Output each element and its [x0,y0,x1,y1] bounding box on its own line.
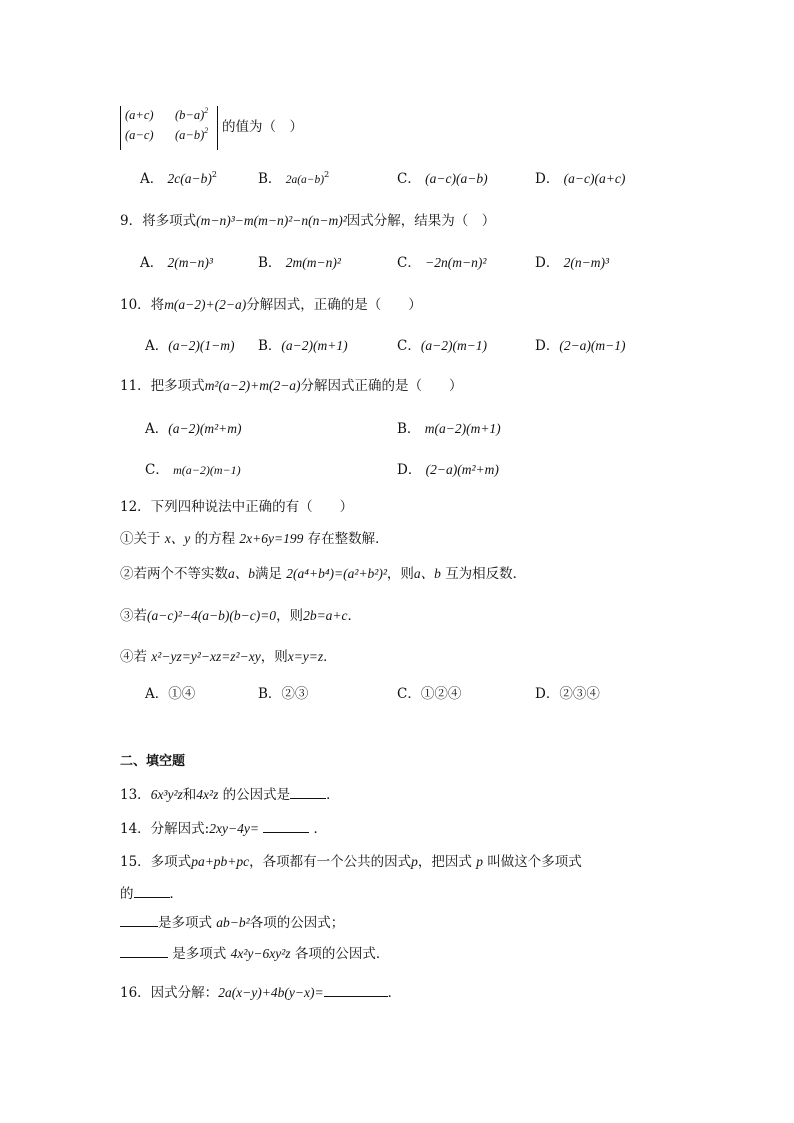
q10-stem: 10．将m(a−2)+(2−a)分解因式，正确的是（ ） [120,297,422,313]
q10-option-d[interactable]: D．(2−a)(m−1) [535,338,626,354]
q9-expression: (m−n)³−m(m−n)²−n(n−m)² [196,213,347,228]
q10-expression: m(a−2)+(2−a) [164,297,247,312]
q16-answer-blank[interactable] [324,984,388,997]
q15-line-3: 是多项式 ab−b²各项的公因式； [120,913,344,933]
q15-answer-blank-3[interactable] [120,945,168,958]
q8-option-a[interactable]: A． $2c(a-b)^2$ [140,170,217,187]
q13: 13．6x³y²z和4x²z 的公因式是 ． [120,787,340,803]
q12-statement-4: ④若 x²−yz=y²−xz=z²−xy，则x=y=z． [120,649,337,665]
section-title: 二、填空题 [120,754,186,769]
q15-line-2: 的 ． [120,886,183,902]
determinant [120,106,218,150]
q12-option-d[interactable]: D．②③④ [535,686,600,702]
det-r1c1: (a+c) [125,108,154,122]
q8-option-c[interactable]: C． (a−c)(a−b) [397,171,488,187]
q10-option-c[interactable]: C．(a−2)(m−1) [397,338,488,354]
q10-option-b[interactable]: B．(a−2)(m+1) [258,338,348,354]
q12-statement-3: ③若(a−c)²−4(a−b)(b−c)=0，则2b=a+c． [120,608,362,624]
q11-expression: m²(a−2)+m(2−a) [204,378,301,393]
q12-stem: 12．下列四种说法中正确的有（ ） [120,499,354,515]
q15-answer-blank-1[interactable] [134,885,170,898]
q11-option-d[interactable]: D． (2−a)(m²+m) [397,462,499,478]
q15-line-4: 是多项式 4x²y−6xy²z 各项的公因式． [120,944,389,964]
q14-answer-blank[interactable] [263,820,309,833]
q10-option-a[interactable]: A．(a−2)(1−m) [145,338,235,354]
q12-option-b[interactable]: B．②③ [258,686,309,702]
q8-stem: 的值为（ ） [222,119,303,135]
q8-option-b[interactable]: B． $2a(a-b)^2$ [258,170,330,187]
q16: 16．因式分解：2a(x−y)+4b(y−x)= ． [120,985,402,1001]
q12-statement-2: ②若两个不等实数a、b满足 2(a⁴+b⁴)=(a²+b²)²，则a、b 互为相反数． [120,566,527,582]
det-r2c1: (a−c) [125,128,154,142]
q9-option-c[interactable]: C． −2n(m−n)² [397,255,487,271]
q11-option-c[interactable]: C． m(a−2)(m−1) [145,462,241,478]
q8-option-d[interactable]: D． (a−c)(a+c) [535,171,626,187]
q15-answer-blank-2[interactable] [120,914,158,927]
q9-stem: 9．将多项式(m−n)³−m(m−n)²−n(n−m)²因式分解，结果为（ ） [120,213,496,229]
det-r1c2: $(b-a)^2$ [175,106,209,122]
q12-option-a[interactable]: A．①④ [145,686,196,702]
det-r2c2: $(a-b)^2$ [175,126,209,142]
q9-option-d[interactable]: D． 2(n−m)³ [535,255,610,271]
q11-stem: 11．把多项式m²(a−2)+m(2−a)分解因式正确的是（ ） [120,378,463,394]
q11-option-b[interactable]: B． m(a−2)(m+1) [397,421,501,437]
q11-option-a[interactable]: A．(a−2)(m²+m) [145,421,242,437]
q13-answer-blank[interactable] [290,786,326,799]
q12-statement-1: ①关于 x、y 的方程 2x+6y=199 存在整数解． [120,531,389,547]
q9-option-b[interactable]: B． 2m(m−n)² [258,255,341,271]
q14: 14．分解因式:2xy−4y= ． [120,821,328,837]
q9-option-a[interactable]: A． 2(m−n)³ [140,255,213,271]
q15-line-1: 15．多项式pa+pb+pc，各项都有一个公共的因式p，把因式 p 叫做这个多项式 [120,854,582,870]
q12-option-c[interactable]: C．①②④ [397,686,462,702]
